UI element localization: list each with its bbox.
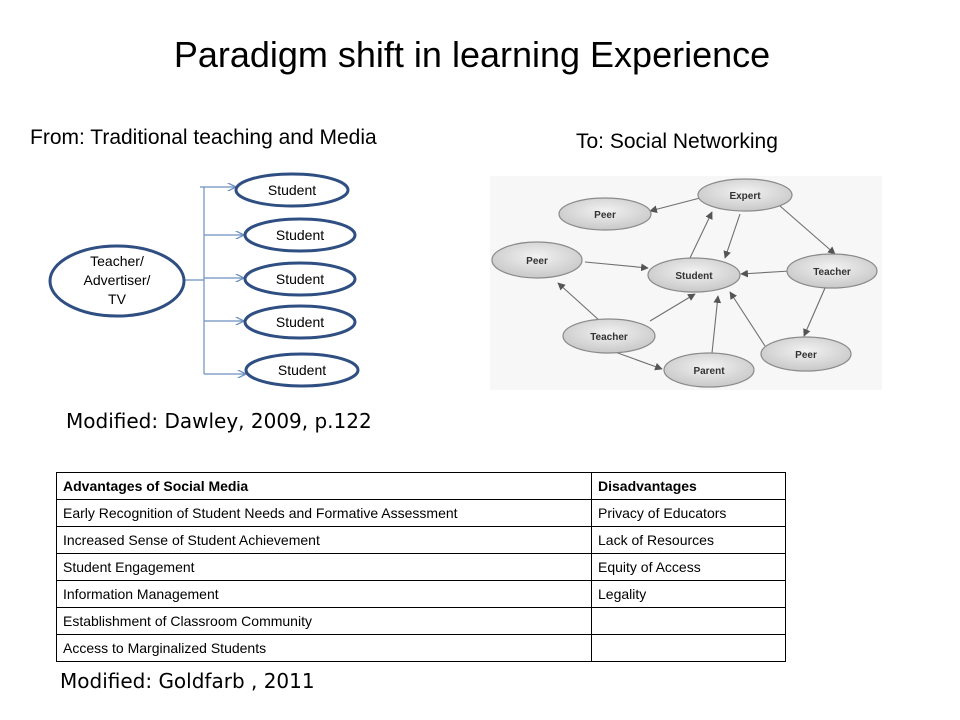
advantage-cell: Establishment of Classroom Community — [57, 608, 592, 635]
edge-arrow — [690, 212, 712, 258]
node-teacher-right-label: Teacher — [813, 267, 851, 278]
student-label: Student — [275, 271, 325, 287]
disadvantage-cell: Legality — [592, 581, 786, 608]
traditional-diagram — [40, 165, 370, 395]
table-row — [57, 500, 786, 527]
table-header-row — [57, 473, 786, 500]
source-line-2: Advertiser/ — [83, 272, 151, 288]
header-disadvantages: Disadvantages — [592, 473, 786, 500]
edge-arrow — [804, 288, 825, 336]
advantages-table — [56, 472, 786, 662]
edge-arrow — [585, 262, 648, 268]
student-label: Student — [275, 227, 325, 243]
page-title: Paradigm shift in learning Experience — [173, 34, 771, 75]
citation-dawley: Modified: Dawley, 2009, p.122 — [66, 409, 372, 433]
disadvantage-cell: Privacy of Educators — [592, 500, 786, 527]
node-peer-left-label: Peer — [526, 256, 548, 267]
to-label: To: Social Networking — [576, 130, 778, 153]
table-row — [57, 608, 786, 635]
student-label: Student — [267, 182, 317, 198]
table-row — [57, 635, 786, 662]
node-expert-label: Expert — [729, 191, 761, 202]
node-parent-label: Parent — [693, 366, 725, 377]
advantage-cell: Information Management — [57, 581, 592, 608]
edge-arrow — [712, 296, 718, 353]
advantage-cell: Access to Marginalized Students — [57, 635, 592, 662]
disadvantage-cell: Lack of Resources — [592, 527, 786, 554]
node-teacher-left-label: Teacher — [590, 332, 628, 343]
table-row — [57, 554, 786, 581]
advantage-cell: Student Engagement — [57, 554, 592, 581]
advantage-cell: Increased Sense of Student Achievement — [57, 527, 592, 554]
node-student-label: Student — [675, 271, 713, 282]
student-label: Student — [275, 314, 325, 330]
edge-arrow — [741, 271, 790, 274]
edge-arrow — [558, 283, 600, 321]
edge-arrow — [650, 198, 700, 211]
source-line-1: Teacher/ — [90, 253, 144, 269]
edge-arrow — [780, 206, 835, 254]
edge-arrow — [615, 352, 662, 369]
node-peer-bottom-label: Peer — [795, 350, 817, 361]
disadvantage-cell — [592, 608, 786, 635]
advantage-cell: Early Recognition of Student Needs and Formative Assessment — [57, 500, 592, 527]
node-peer-top-label: Peer — [594, 210, 616, 221]
edge-arrow — [725, 214, 740, 258]
table-row — [57, 527, 786, 554]
source-line-3: TV — [108, 291, 126, 307]
from-label: From: Traditional teaching and Media — [30, 126, 377, 149]
disadvantage-cell — [592, 635, 786, 662]
header-advantages: Advantages of Social Media — [57, 473, 592, 500]
edge-arrow — [730, 292, 765, 346]
disadvantage-cell: Equity of Access — [592, 554, 786, 581]
citation-goldfarb: Modified: Goldfarb , 2011 — [60, 669, 315, 693]
student-label: Student — [277, 362, 327, 378]
network-diagram — [490, 176, 882, 390]
edge-arrow — [650, 294, 695, 321]
table-row — [57, 581, 786, 608]
